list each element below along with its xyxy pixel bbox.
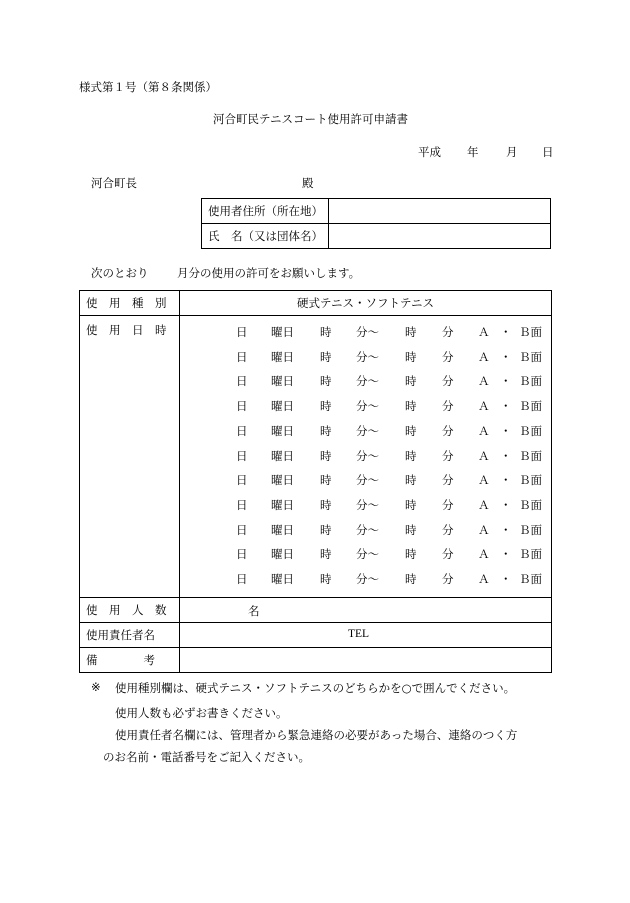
slot-hour2: 時 bbox=[405, 497, 417, 512]
slot-court-a: Ａ bbox=[478, 349, 490, 364]
slot-weekday: 曜日 bbox=[271, 473, 294, 488]
slot-min2: 分 bbox=[442, 448, 454, 463]
slot-min2: 分 bbox=[442, 325, 454, 339]
slot-day: 日 bbox=[236, 572, 248, 586]
slot-dot: ・ bbox=[500, 399, 512, 414]
note-line-2: 使用人数も必ずお書きください。 bbox=[115, 706, 288, 720]
slot-weekday: 曜日 bbox=[271, 448, 294, 463]
slot-dot: ・ bbox=[500, 448, 512, 463]
slot-court-a: Ａ bbox=[478, 572, 490, 586]
slot-hour1: 時 bbox=[320, 349, 332, 364]
slot-hour1: 時 bbox=[320, 473, 332, 488]
slot-dot: ・ bbox=[500, 547, 512, 562]
form-number: 様式第１号（第８条関係） bbox=[79, 80, 217, 94]
usage-slot-row[interactable] bbox=[180, 517, 551, 542]
form-title: 河合町民テニスコート使用許可申請書 bbox=[213, 112, 409, 126]
remarks-label: 備 考 bbox=[80, 648, 180, 673]
note-line-3: 使用責任者名欄には、管理者から緊急連絡の必要があった場合、連絡のつく方 bbox=[115, 728, 518, 742]
slot-hour1: 時 bbox=[320, 448, 332, 463]
addressee-name: 河合町長 bbox=[91, 176, 137, 190]
people-count-cell[interactable] bbox=[180, 598, 552, 623]
request-suffix: 月分の使用の許可をお願いします。 bbox=[177, 266, 361, 280]
slot-court-a: Ａ bbox=[478, 399, 490, 414]
date-era: 平成 bbox=[418, 145, 441, 159]
slot-dot: ・ bbox=[500, 423, 512, 438]
request-prefix: 次のとおり bbox=[91, 266, 149, 280]
slot-min1: 分～ bbox=[356, 497, 379, 512]
slot-weekday: 曜日 bbox=[271, 349, 294, 364]
slot-weekday: 曜日 bbox=[271, 547, 294, 562]
slot-court-a: Ａ bbox=[478, 473, 490, 488]
usage-slot-row[interactable] bbox=[180, 492, 551, 517]
slot-min1: 分～ bbox=[356, 473, 379, 488]
responsible-person-cell[interactable] bbox=[180, 623, 552, 648]
note-line-1: 使用種別欄は、硬式テニス・ソフトテニスのどちらかを○で囲んでください。 bbox=[115, 681, 516, 695]
tel-label: TEL bbox=[348, 628, 370, 640]
slot-court-b: Ｂ面 bbox=[519, 547, 542, 562]
slot-min1: 分～ bbox=[356, 547, 379, 562]
slot-court-a: Ａ bbox=[478, 522, 490, 537]
usage-slot-row[interactable] bbox=[180, 467, 551, 492]
slot-hour2: 時 bbox=[405, 349, 417, 364]
usage-datetime-label: 使 用 日 時 bbox=[80, 316, 180, 598]
slot-hour2: 時 bbox=[405, 473, 417, 488]
slot-day: 日 bbox=[236, 374, 248, 389]
usage-slot-row[interactable] bbox=[180, 368, 551, 393]
slot-min2: 分 bbox=[442, 497, 454, 512]
people-unit: 名 bbox=[248, 604, 260, 618]
slot-court-a: Ａ bbox=[478, 374, 490, 389]
slot-court-b: Ｂ面 bbox=[519, 497, 542, 512]
slot-min1: 分～ bbox=[356, 374, 379, 389]
slot-hour2: 時 bbox=[405, 423, 417, 438]
slot-hour2: 時 bbox=[405, 522, 417, 537]
date-year-unit: 年 bbox=[467, 145, 479, 159]
slot-min2: 分 bbox=[442, 399, 454, 414]
slot-court-a: Ａ bbox=[478, 325, 490, 339]
date-day-unit: 日 bbox=[542, 145, 554, 159]
slot-court-b: Ｂ面 bbox=[519, 399, 542, 414]
slot-hour1: 時 bbox=[320, 497, 332, 512]
slot-weekday: 曜日 bbox=[271, 325, 294, 339]
slot-court-b: Ｂ面 bbox=[519, 448, 542, 463]
usage-slot-row[interactable] bbox=[180, 443, 551, 468]
slot-court-b: Ｂ面 bbox=[519, 374, 542, 389]
slot-min2: 分 bbox=[442, 349, 454, 364]
usage-slot-row[interactable] bbox=[180, 393, 551, 418]
slot-hour2: 時 bbox=[405, 448, 417, 463]
slot-min1: 分～ bbox=[356, 399, 379, 414]
slot-court-b: Ｂ面 bbox=[519, 473, 542, 488]
usage-slot-row[interactable] bbox=[180, 418, 551, 443]
usage-type-value: 硬式テニス・ソフトテニス bbox=[296, 296, 435, 310]
usage-type-label: 使 用 種 別 bbox=[80, 291, 180, 316]
address-field[interactable] bbox=[329, 199, 551, 224]
slot-hour1: 時 bbox=[320, 374, 332, 389]
usage-slot-row[interactable] bbox=[180, 344, 551, 369]
slot-weekday: 曜日 bbox=[271, 399, 294, 414]
slot-court-b: Ｂ面 bbox=[519, 349, 542, 364]
slot-hour1: 時 bbox=[320, 522, 332, 537]
usage-datetime-cell[interactable] bbox=[180, 316, 552, 598]
slot-weekday: 曜日 bbox=[271, 423, 294, 438]
slot-day: 日 bbox=[236, 547, 248, 562]
usage-slot-row[interactable] bbox=[180, 566, 551, 591]
applicant-table bbox=[201, 198, 551, 249]
slot-min2: 分 bbox=[442, 522, 454, 537]
slot-hour2: 時 bbox=[405, 572, 417, 586]
slot-day: 日 bbox=[236, 423, 248, 438]
slot-dot: ・ bbox=[500, 374, 512, 389]
note-line-4: のお名前・電話番号をご記入ください。 bbox=[103, 750, 310, 764]
date-month-unit: 月 bbox=[506, 145, 518, 159]
slot-day: 日 bbox=[236, 448, 248, 463]
applicant-name-label: 氏 名（又は団体名） bbox=[202, 224, 329, 249]
address-label: 使用者住所（所在地） bbox=[202, 199, 329, 224]
slot-min1: 分～ bbox=[356, 423, 379, 438]
slot-dot: ・ bbox=[500, 349, 512, 364]
slot-min1: 分～ bbox=[356, 325, 379, 339]
slot-court-b: Ｂ面 bbox=[519, 325, 542, 339]
slot-weekday: 曜日 bbox=[271, 497, 294, 512]
usage-table bbox=[79, 290, 552, 673]
slot-weekday: 曜日 bbox=[271, 374, 294, 389]
usage-slot-row[interactable] bbox=[180, 541, 551, 566]
slot-day: 日 bbox=[236, 399, 248, 414]
usage-type-cell[interactable] bbox=[180, 291, 552, 316]
slot-min1: 分～ bbox=[356, 572, 379, 586]
slot-min2: 分 bbox=[442, 423, 454, 438]
usage-slot-row[interactable] bbox=[180, 319, 551, 344]
slot-day: 日 bbox=[236, 473, 248, 488]
slot-dot: ・ bbox=[500, 473, 512, 488]
slot-hour1: 時 bbox=[320, 572, 332, 586]
slot-dot: ・ bbox=[500, 497, 512, 512]
slot-min2: 分 bbox=[442, 572, 454, 586]
slot-hour1: 時 bbox=[320, 399, 332, 414]
slot-min1: 分～ bbox=[356, 349, 379, 364]
slot-court-b: Ｂ面 bbox=[519, 423, 542, 438]
slot-min1: 分～ bbox=[356, 448, 379, 463]
slot-court-a: Ａ bbox=[478, 448, 490, 463]
slot-court-a: Ａ bbox=[478, 423, 490, 438]
responsible-person-label: 使用責任者名 bbox=[80, 623, 180, 648]
slot-hour1: 時 bbox=[320, 423, 332, 438]
slot-hour2: 時 bbox=[405, 547, 417, 562]
slot-min1: 分～ bbox=[356, 522, 379, 537]
slot-dot: ・ bbox=[500, 522, 512, 537]
slot-day: 日 bbox=[236, 522, 248, 537]
slot-day: 日 bbox=[236, 325, 248, 339]
slot-weekday: 曜日 bbox=[271, 522, 294, 537]
slot-hour2: 時 bbox=[405, 325, 417, 339]
slot-hour2: 時 bbox=[405, 399, 417, 414]
applicant-name-field[interactable] bbox=[329, 224, 551, 249]
slot-hour2: 時 bbox=[405, 374, 417, 389]
slot-day: 日 bbox=[236, 349, 248, 364]
slot-court-a: Ａ bbox=[478, 497, 490, 512]
slot-hour1: 時 bbox=[320, 547, 332, 562]
slot-min2: 分 bbox=[442, 547, 454, 562]
people-count-label: 使 用 人 数 bbox=[80, 598, 180, 623]
slot-court-b: Ｂ面 bbox=[519, 572, 542, 586]
slot-court-a: Ａ bbox=[478, 547, 490, 562]
note-mark: ※ bbox=[91, 680, 101, 694]
slot-court-b: Ｂ面 bbox=[519, 522, 542, 537]
slot-day: 日 bbox=[236, 497, 248, 512]
remarks-cell[interactable] bbox=[180, 648, 552, 673]
addressee-honorific: 殿 bbox=[302, 176, 314, 190]
slot-dot: ・ bbox=[500, 325, 512, 339]
slot-min2: 分 bbox=[442, 374, 454, 389]
slot-min2: 分 bbox=[442, 473, 454, 488]
slot-dot: ・ bbox=[500, 572, 512, 586]
slot-hour1: 時 bbox=[320, 325, 332, 339]
slot-weekday: 曜日 bbox=[271, 572, 294, 586]
